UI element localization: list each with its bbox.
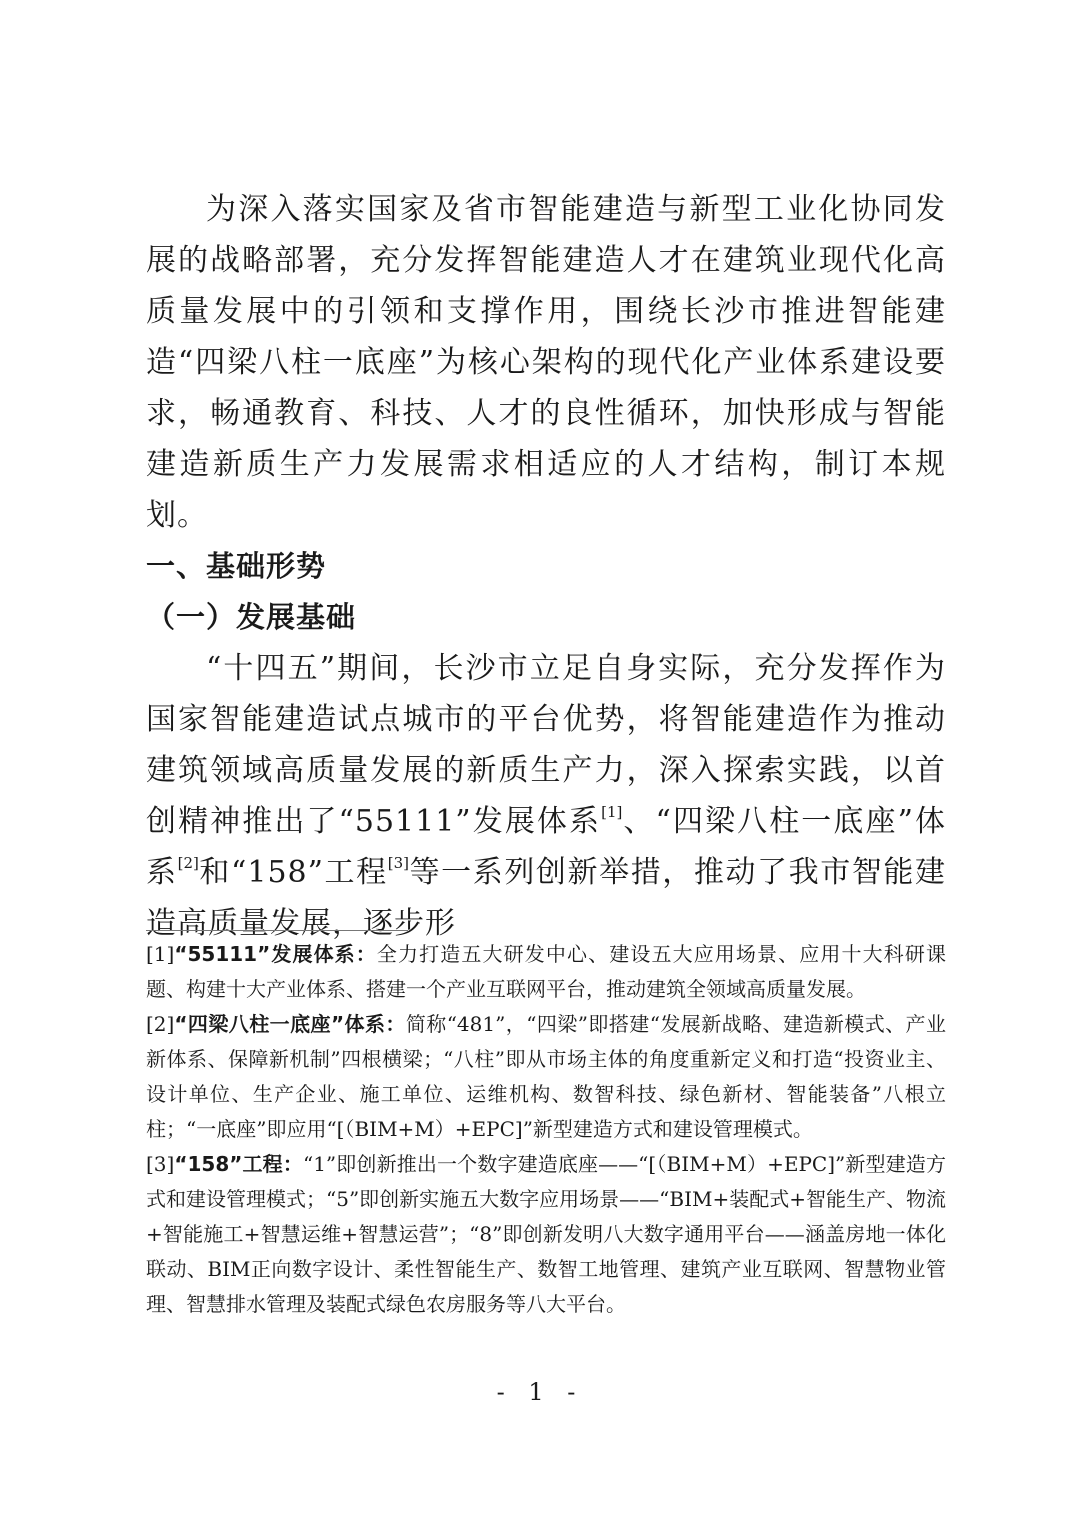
footnote-term: “158”工程：	[174, 1152, 303, 1176]
body-text-part-4: 等一系列创新举措，推动了我市智能建造高质量发展，逐步形	[146, 855, 947, 941]
section-heading: 一、基础形势	[146, 549, 327, 583]
footnote-term: “55111”发展体系：	[174, 942, 377, 966]
page-number: - 1 -	[496, 1378, 584, 1406]
body-text-part-3: 和“158”工程	[198, 855, 388, 890]
footnote-3	[146, 1147, 946, 1322]
footnote-text: 全力打造五大研发中心、建设五大应用场景、应用十大科研课题、构建十大产业体系、搭建一个产业互联网平台，推动建筑全领域高质量发展。	[146, 942, 946, 1001]
footnote-ref-3[interactable]: [3]	[387, 854, 409, 872]
footnote-marker: [2]	[146, 1012, 175, 1036]
footnote-2	[146, 1007, 946, 1147]
footnote-1	[146, 937, 946, 1007]
footnote-text: 简称“481”，“四梁”即搭建“发展新战略、建造新模式、产业新体系、保障新机制”四根横梁；“八柱”即从市场主体的角度重新定义和打造“投资业主、设计单位、生产企业、施工单位、运维机构、数智科技、绿色新材、智能装备”八根立柱；“一底座”即应用“[（BIM+M）+EPC]”新型建造方式和建设管理模式。	[146, 1012, 946, 1141]
body-paragraph	[146, 643, 946, 949]
main-body	[146, 184, 946, 949]
footnote-term: “四梁八柱一底座”体系：	[174, 1012, 406, 1036]
footnote-ref-1[interactable]: [1]	[601, 803, 623, 821]
footnote-separator	[146, 930, 408, 931]
footnote-text: “1”即创新推出一个数字建造底座——“[（BIM+M）+EPC]”新型建造方式和建设管理模式；“5”即创新实施五大数字应用场景——“BIM+装配式+智能生产、物流+智能施工+智慧运维+智慧运营”；“8”即创新发明八大数字通用平台——涵盖房地一体化联动、BIM正向数字设计、柔性智能生产、数智工地管理、建筑产业互联网、智慧物业管理、智慧排水管理及装配式绿色农房服务等八大平台。	[146, 1152, 946, 1316]
footnote-ref-2[interactable]: [2]	[177, 854, 199, 872]
footnote-marker: [1]	[146, 942, 175, 966]
footnotes	[146, 937, 946, 1322]
subsection-heading: （一）发展基础	[146, 600, 357, 634]
body-text-part-1: “十四五”期间，长沙市立足自身实际，充分发挥作为国家智能建造试点城市的平台优势，将智能建造作为推动建筑领域高质量发展的新质生产力，深入探索实践，以首创精神推出了“55111”发展体系	[146, 651, 946, 839]
intro-paragraph: 为深入落实国家及省市智能建造与新型工业化协同发展的战略部署，充分发挥智能建造人才在建筑业现代化高质量发展中的引领和支撑作用，围绕长沙市推进智能建造“四梁八柱一底座”为核心架构的现代化产业体系建设要求，畅通教育、科技、人才的良性循环，加快形成与智能建造新质生产力发展需求相适应的人才结构，制订本规划。	[146, 192, 946, 533]
body-text-part-2: 、“四梁八柱一底座”体系	[146, 804, 946, 890]
footnote-marker: [3]	[146, 1152, 175, 1176]
